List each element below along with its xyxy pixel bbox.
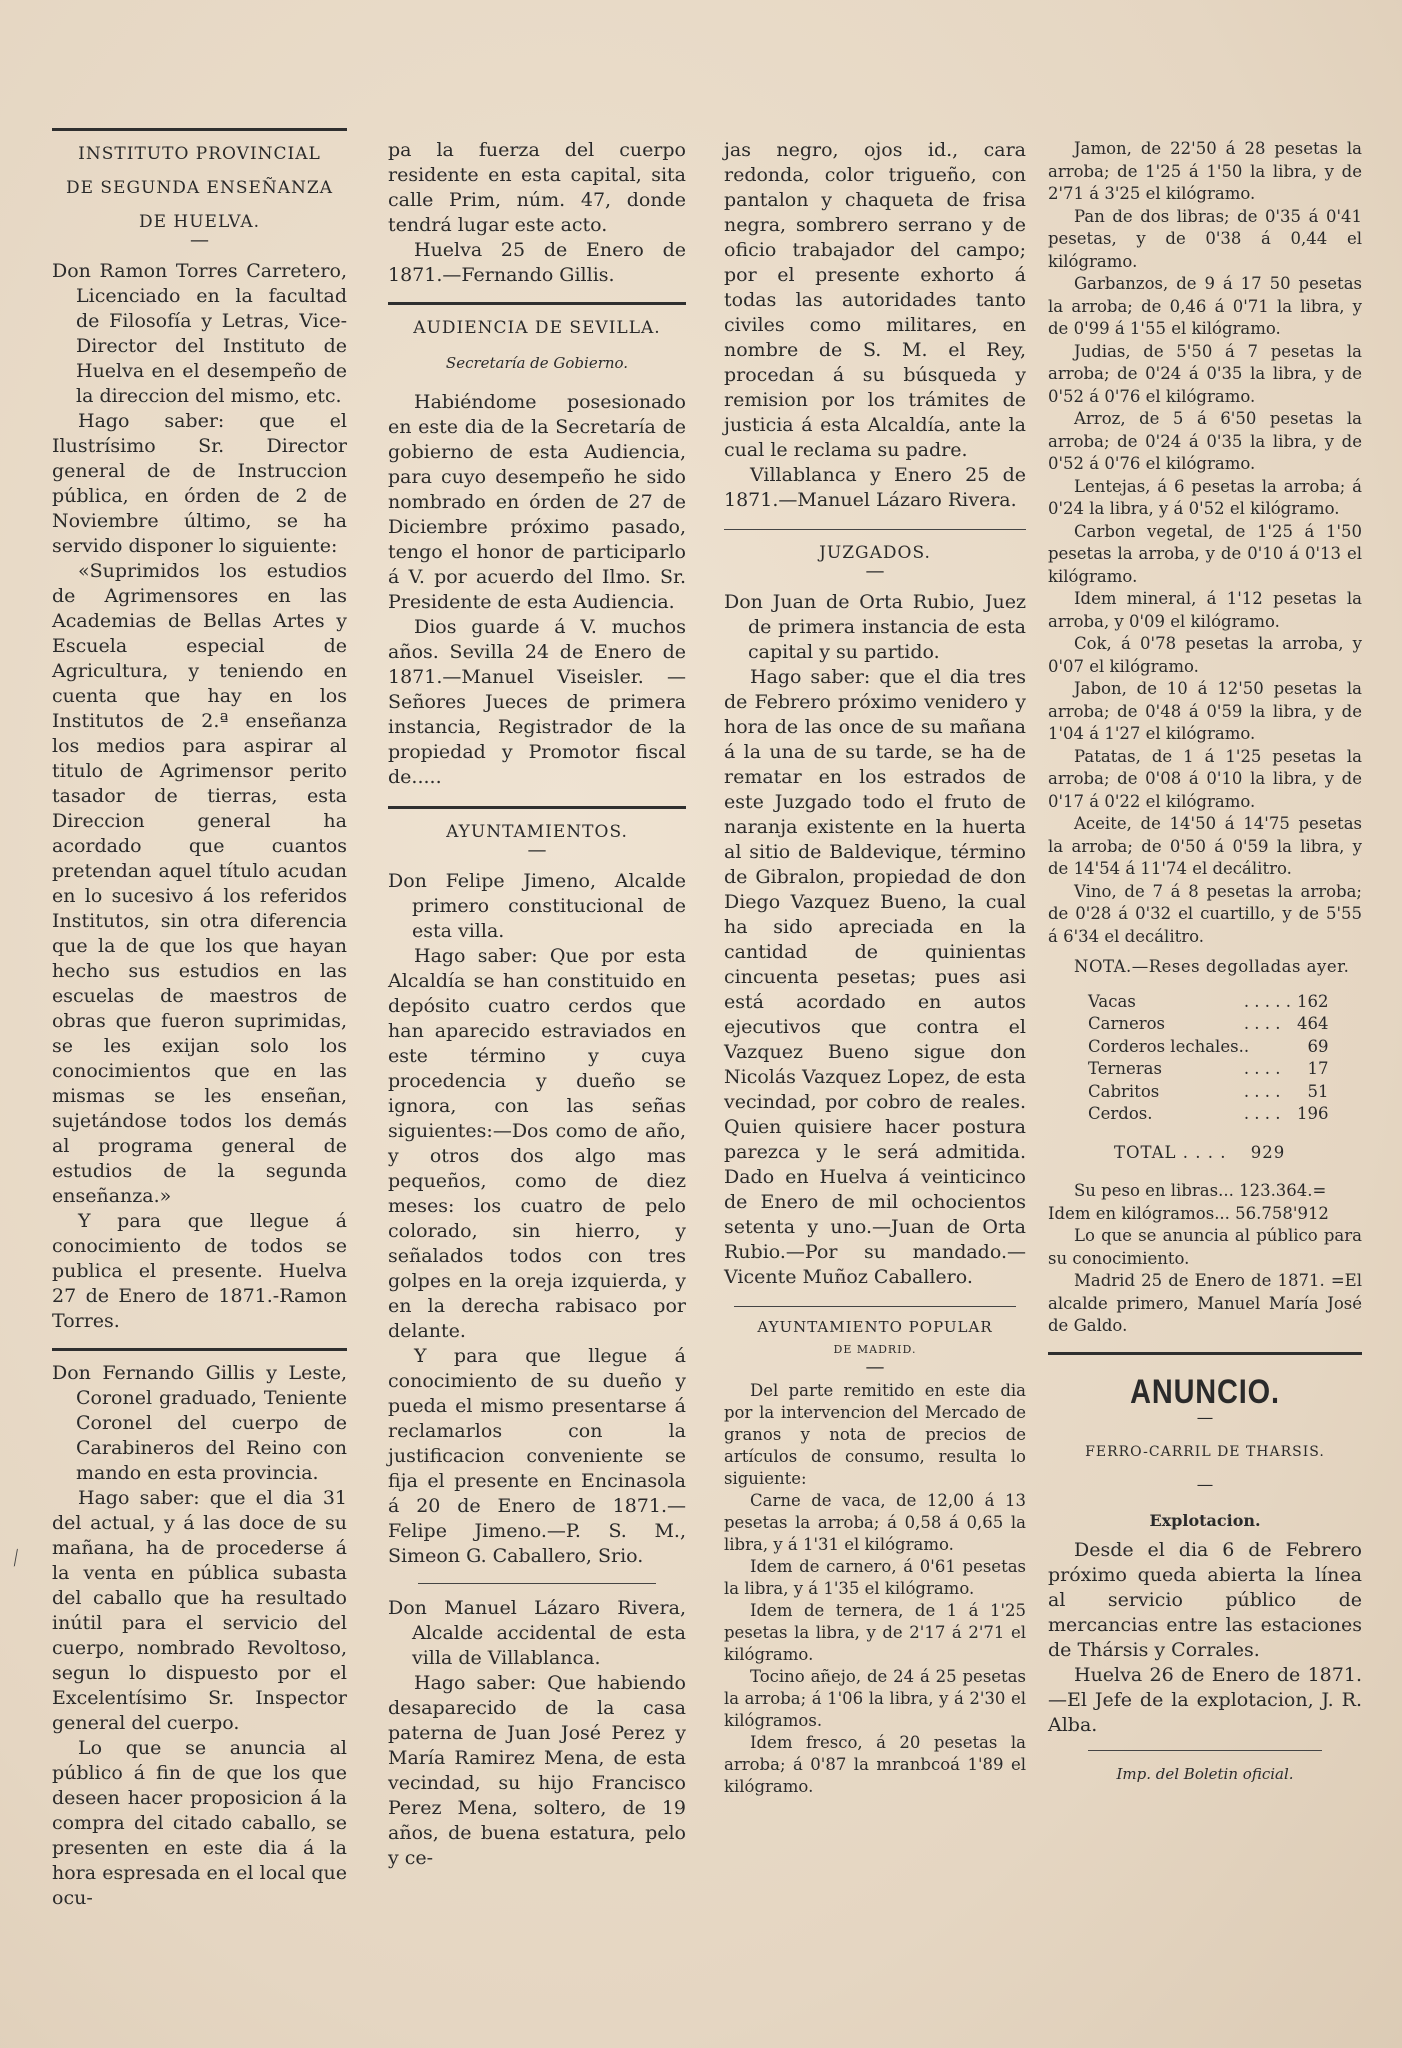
precio-jabon: Jabon, de 10 á 12'50 pesetas la arroba; de 0'48 á 0'59 la libra, y de 1'04 á 1'27 el kilógramo.	[1048, 679, 1362, 743]
precio-lentejas: Lentejas, á 6 pesetas la arroba; á 0'24 la libra, y á 0'52 el kilógramo.	[1048, 476, 1362, 518]
gillis-para-2: Hago saber: que el dia 31 del actual, y á las doce de su mañana, ha de procederse á la venta en pública subasta del caballo que ha resultado inútil para el servicio del cuerpo, nombrado Revoltoso, segun lo dispuesto por el Excelentísimo Sr. Inspector general del cuerpo.	[52, 1487, 347, 1734]
ramon-para-4: Y para que llegue á conocimiento de todos se publica el presente. Huelva 27 de Enero de 1871.-Ramon Torres.	[52, 1210, 347, 1332]
juzgados-heading: JUZGADOS.	[819, 543, 931, 563]
reses-dots: . . . .	[1243, 1014, 1281, 1033]
gillis-para-3: Lo que se anuncia al público á fin de que los que deseen hacer proposicion á la compra del citado caballo, se presenten en este dia á la hora espresada en el local que ocu-	[52, 1737, 347, 1909]
imprenta-credit: Imp. del Boletin oficial.	[1116, 1765, 1294, 1783]
total-value: 929	[1250, 1142, 1286, 1162]
gillis-continuation: pa la fuerza del cuerpo residente en esta capital, sita calle Prim, núm. 47, donde tendrá lugar este acto.	[388, 139, 686, 236]
instituto-heading-1: INSTITUTO PROVINCIAL	[78, 144, 321, 164]
reses-name: Terneras	[1088, 1059, 1162, 1078]
lazaro-signature: Villablanca y Enero 25 de 1871.—Manuel Lázaro Rivera.	[724, 464, 1026, 511]
precio-garbanzos: Garbanzos, de 9 á 17 50 pesetas la arroba; de 0,46 á 0'71 la libra, y de 0'99 á 1'55 el kilógramo.	[1048, 274, 1362, 338]
lazaro-para-2: Hago saber: Que habiendo desaparecido de la casa paterna de Juan José Perez y María Ramirez Mena, de esta vecindad, su hijo Francisco Perez Mena, soltero, de 19 años, de buena estatura, pelo y ce-	[388, 1672, 686, 1869]
jimeno-intro: Don Felipe Jimeno, Alcalde primero constitucional de esta villa.	[388, 870, 686, 942]
reses-dots: .	[1243, 1036, 1250, 1056]
instituto-heading-2: DE SEGUNDA ENSEÑANZA	[65, 178, 334, 198]
divider	[1048, 1352, 1362, 1355]
table-row	[1088, 1036, 1329, 1059]
instituto-heading-3: DE HUELVA.	[138, 212, 261, 232]
precio-jamon: Jamon, de 22'50 á 28 pesetas la arroba; de 1'25 á 1'50 la libra, y de 2'71 á 3'25 el kilógramo.	[1048, 139, 1362, 203]
reses-value: 17	[1307, 1059, 1329, 1078]
madrid-cierre: Lo que se anuncia al público para su conocimiento.	[1048, 1226, 1362, 1268]
reses-name: Corderos lechales.	[1088, 1036, 1244, 1056]
precio-pan: Pan de dos libras; de 0'35 á 0'41 pesetas, y de 0'38 á 0,44 el kilógramo.	[1048, 206, 1362, 271]
reses-value: 51	[1307, 1081, 1329, 1101]
explotacion-heading: Explotacion.	[1149, 1510, 1261, 1530]
margin-mark: ⟋	[5, 1546, 28, 1571]
jimeno-para-2: Hago saber: Que por esta Alcaldía se han constituido en depósito cuatro cerdos que han aparecido estraviados en este término y cuya procedencia y dueño se ignora, con las señas siguientes:—Dos como de año, y otros dos algo mas pequeños, como de diez meses: los cuatro de pelo colorado, sin hierro, y señalados todos con tres golpes en la oreja izquierda, y en la derecha rabisaco por delante.	[388, 945, 686, 1342]
precio-judias: Judias, de 5'50 á 7 pesetas la arroba; de 0'24 á 0'35 la libra, y de 0'52 á 0'76 el kilógramo.	[1048, 341, 1362, 406]
divider	[52, 1348, 347, 1351]
audiencia-subheading: Secretaría de Gobierno.	[445, 354, 629, 372]
precio-carnero: Idem de carnero, á 0'61 pesetas la libra, y á 1'35 el kilógramo.	[724, 1557, 1026, 1598]
ramon-para-2: Hago saber: que el Ilustrísimo Sr. Director general de de Instruccion pública, en órden de 2 de Noviembre último, se ha servido disponer lo siguiente:	[52, 410, 347, 557]
dash: —	[1196, 1474, 1214, 1494]
reses-name: Carneros	[1088, 1014, 1166, 1033]
precio-vino: Vino, de 7 á 8 pesetas la arroba; de 0'28 á 0'32 el cuartillo, y de 5'55 á 6'34 el decálitro.	[1048, 881, 1362, 946]
divider	[388, 302, 686, 305]
ramon-intro: Don Ramon Torres Carretero, Licenciado en la facultad de Filosofía y Letras, Vice-Director del Instituto de Huelva en el desempeño de la direccion del mismo, etc.	[52, 260, 347, 407]
orta-intro: Don Juan de Orta Rubio, Juez de primera instancia de esta capital y su partido.	[724, 591, 1026, 663]
precio-tocino-fresco: Idem fresco, á 20 pesetas la arroba; á 0'87 la mranbcoá 1'89 el kilógramo.	[724, 1733, 1026, 1796]
table-row	[1088, 991, 1329, 1014]
reses-dots: . . . . .	[1243, 991, 1292, 1011]
madrid-firma: Madrid 25 de Enero de 1871. =El alcalde primero, Manuel María José de Galdo.	[1048, 1271, 1362, 1335]
peso-kilogramos: Idem en kilógramos... 56.758'912	[1048, 1203, 1329, 1223]
gillis-signature: Huelva 25 de Enero de 1871.—Fernando Gillis.	[388, 239, 686, 286]
audiencia-para-2: Dios guarde á V. muchos años. Sevilla 24 de Enero de 1871.—Manuel Viseisler. —Señores Jueces de primera instancia, Registrador de la propiedad y Promotor fiscal de.....	[388, 616, 686, 788]
madrid-intro: Del parte remitido en este dia por la intervencion del Mercado de granos y nota de precios de artículos de consumo, resulta lo siguiente:	[724, 1381, 1026, 1488]
column-1	[52, 120, 347, 1911]
precio-patatas: Patatas, de 1 á 1'25 pesetas la arroba; de 0'08 á 0'10 la libra, y de 0'17 á 0'22 el kilógramo.	[1048, 746, 1362, 811]
divider	[388, 806, 686, 809]
tharsis-para-2: Huelva 26 de Enero de 1871.—El Jefe de la explotacion, J. R. Alba.	[1048, 1664, 1362, 1736]
precio-carbon: Carbon vegetal, de 1'25 á 1'50 pesetas la arroba, y de 0'10 á 0'13 el kilógramo.	[1048, 521, 1362, 586]
divider	[52, 128, 347, 131]
lazaro-intro: Don Manuel Lázaro Rivera, Alcalde accidental de esta villa de Villablanca.	[388, 1597, 686, 1669]
madrid-subheading: DE MADRID.	[833, 1343, 917, 1356]
divider	[724, 529, 1026, 530]
total-label: TOTAL . . . .	[1114, 1142, 1227, 1162]
precio-arroz: Arroz, de 5 á 6'50 pesetas la arroba; de 0'24 á 0'35 la libra, y de 0'52 á 0'76 el kilógramo.	[1048, 409, 1362, 473]
divider	[418, 1583, 656, 1584]
precio-cok: Cok, á 0'78 pesetas la arroba, y 0'07 el kilógramo.	[1048, 634, 1362, 676]
audiencia-para-1: Habiéndome posesionado en este dia de la Secretaría de gobierno de esta Audiencia, para cuyo desempeño he sido nombrado en órden de 27 de Diciembre próximo pasado, tengo el honor de participarlo á V. por acuerdo del Ilmo. Sr. Presidente de esta Audiencia.	[388, 391, 686, 613]
divider	[1088, 1750, 1322, 1751]
reses-name: Cerdos.	[1088, 1104, 1153, 1123]
dash: —	[190, 229, 209, 251]
precio-tocino: Tocino añejo, de 24 á 25 pesetas la arroba; á 1'06 la libra, y á 2'30 el kilógramos.	[724, 1667, 1026, 1730]
tharsis-para-1: Desde el dia 6 de Febrero próximo queda abierta la línea al servicio público de mercancias entre las estaciones de Thársis y Corrales.	[1048, 1539, 1362, 1661]
reses-dots: . . . .	[1243, 1104, 1281, 1123]
reses-table	[1088, 991, 1329, 1126]
peso-libras: Su peso en libras... 123.364.=	[1074, 1181, 1327, 1200]
column-4	[1048, 138, 1362, 1786]
precio-vaca: Carne de vaca, de 12,00 á 13 pesetas la arroba; á 0,58 á 0,65 la libra, y á 1'31 el kilógramo.	[724, 1491, 1026, 1554]
table-row	[1088, 1103, 1329, 1126]
reses-name: Vacas	[1088, 991, 1136, 1011]
precio-mineral: Idem mineral, á 1'12 pesetas la arroba, y 0'09 el kilógramo.	[1048, 589, 1362, 631]
nota-reses: NOTA.—Reses degolladas ayer.	[1074, 957, 1350, 976]
table-row	[1088, 1013, 1329, 1036]
reses-name: Cabritos	[1088, 1081, 1160, 1101]
reses-dots: . . . .	[1243, 1081, 1281, 1101]
reses-value: 464	[1297, 1014, 1329, 1033]
column-2	[388, 138, 686, 1871]
reses-value: 196	[1297, 1104, 1329, 1123]
reses-value: 162	[1297, 991, 1329, 1011]
table-row	[1088, 1081, 1329, 1104]
ayuntamientos-heading: AYUNTAMIENTOS.	[446, 822, 628, 842]
audiencia-heading: AUDIENCIA DE SEVILLA.	[413, 318, 661, 338]
dash: —	[1196, 1408, 1214, 1427]
madrid-heading: AYUNTAMIENTO POPULAR	[757, 1318, 993, 1336]
precio-ternera: Idem de ternera, de 1 á 1'25 pesetas la libra, y de 2'17 á 2'71 el kilógramo.	[724, 1601, 1026, 1664]
lazaro-continuation: jas negro, ojos id., cara redonda, color trigueño, con pantalon y chaqueta de frisa negra, sombrero serrano y de oficio trabajador del campo; por el presente exhorto á todas las autoridades tanto civiles como militares, en nombre de S. M. el Rey, procedan á su búsqueda y remision por los trámites de justicia á esta Alcaldía, ante la cual le reclama su padre.	[724, 139, 1026, 461]
ferrocarril-heading: FERRO-CARRIL DE THARSIS.	[1085, 1444, 1325, 1460]
dash: —	[527, 839, 547, 861]
ramon-para-3: «Suprimidos los estudios de Agrimensores en las Academias de Bellas Artes y Escuela especial de Agricultura, y teniendo en cuenta que hay en los Institutos de 2.ª enseñanza los medios para aspirar al titulo de Agrimensor perito tasador de tierras, esta Direccion general ha acordado que cuantos pretendan aquel título acudan en lo sucesivo á los referidos Institutos, sin otra diferencia que la de que los que hayan hecho sus estudios en las escuelas de maestros de obras que fueron suprimidas, se les exijan solo los conocimientos que en las mismas se les enseñan, sujetándose todos los demás al programa general de estudios de la segunda enseñanza.»	[52, 560, 347, 1207]
dash: —	[865, 1356, 885, 1378]
precio-aceite: Aceite, de 14'50 á 14'75 pesetas la arroba; de 0'50 á 0'59 la libra, y de 14'54 á 11'74 el decálitro.	[1048, 814, 1362, 878]
gillis-intro: Don Fernando Gillis y Leste, Coronel graduado, Teniente Coronel del cuerpo de Carabineros del Reino con mando en esta provincia.	[52, 1362, 347, 1484]
anuncio-heading: ANUNCIO.	[1130, 1372, 1280, 1411]
column-3	[724, 138, 1026, 1798]
jimeno-para-3: Y para que llegue á conocimiento de su dueño y pueda el mismo presentarse á reclamarlos con la justificacion conveniente se fija el presente en Encinasola á 20 de Enero de 1871.—Felipe Jimeno.—P. S. M., Simeon G. Caballero, Srio.	[388, 1345, 686, 1567]
reses-dots: . . . .	[1243, 1059, 1281, 1078]
dash: —	[865, 560, 885, 582]
reses-value: 69	[1307, 1036, 1329, 1056]
divider	[734, 1306, 1016, 1307]
table-row	[1088, 1058, 1329, 1081]
orta-para-2: Hago saber: que el dia tres de Febrero próximo venidero y hora de las once de su mañana á la una de su tarde, se ha de rematar en los estrados de este Juzgado todo el fruto de naranja existente en la huerta al sitio de Baldevique, término de Gibralon, propiedad de don Diego Vazquez Bueno, la cual ha sido apreciada en la cantidad de quinientas cincuenta pesetas; pues asi está acordado en autos ejecutivos que contra el Vazquez Bueno sigue don Nicolás Vazquez Lopez, de esta vecindad, por cobro de reales. Quien quisiere hacer postura parezca y le será admitida. Dado en Huelva á veinticinco de Enero de mil ochocientos setenta y uno.—Juan de Orta Rubio.—Por su mandado.—Vicente Muñoz Caballero.	[724, 666, 1026, 1288]
reses-total	[1114, 1142, 1362, 1165]
